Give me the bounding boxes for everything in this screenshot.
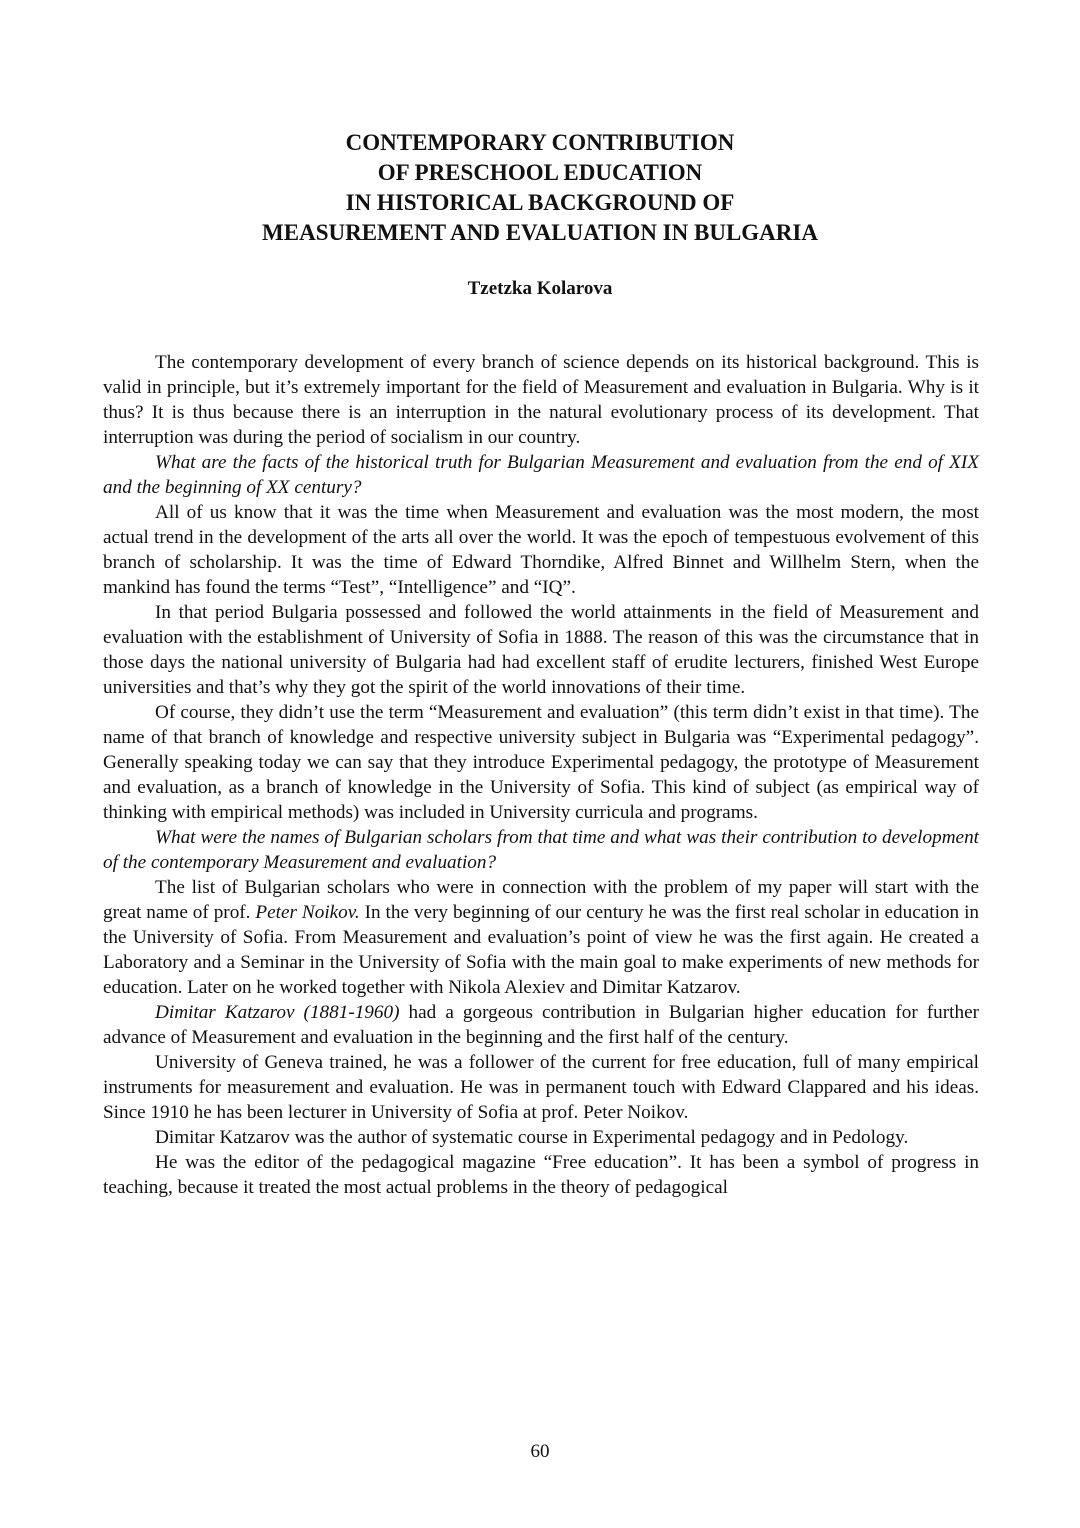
paragraph-author-course: Dimitar Katzarov was the author of systematic course in Experimental pedagogy and in Pedology. xyxy=(155,1127,909,1148)
paragraph-free-education: He was the editor of the pedagogical magazine “Free education”. It has been a symbol of progress in teaching, because it treated the most actual problems in the theory of pedagogical xyxy=(103,1152,979,1198)
title-line-1: CONTEMPORARY CONTRIBUTION xyxy=(345,130,735,155)
noikov-name: Peter Noikov. xyxy=(250,902,360,923)
author-name: Tzetzka Kolarova xyxy=(467,278,613,299)
title-line-3: IN HISTORICAL BACKGROUND OF xyxy=(345,190,735,215)
noikov-text-b: In the very beginning of our century he was the first real scholar in education in the University of Sofia. From Measurement and evaluation’s point of view he was the first again. He created a Laboratory and a Seminar in the University of Sofia with the main goal to make experiments of new methods for education. Later on he worked together with Nikola Alexiev and Dimitar Katzarov. xyxy=(103,902,979,998)
paper-title xyxy=(0,128,1080,248)
title-line-2: OF PRESCHOOL EDUCATION xyxy=(377,160,703,185)
question-facts: What are the facts of the historical truth for Bulgarian Measurement and evaluation from the end of XIX and the beginning of XX century? xyxy=(103,452,979,498)
paragraph-noikov xyxy=(103,875,979,1000)
question-scholars: What were the names of Bulgarian scholars from that time and what was their contribution to development of the contemporary Measurement and evaluation? xyxy=(103,827,979,873)
paragraph-intro: The contemporary development of every branch of science depends on its historical background. This is valid in principle, but it’s extremely important for the field of Measurement and evaluation in Bulgaria. Why is it thus? It is thus because there is an interruption in the natural evolutionary process of its development. That interruption was during the period of socialism in our country. xyxy=(103,352,979,448)
noikov-text-a: The list of Bulgarian scholars who were in connection with the problem of my paper will start with the great name of prof. xyxy=(103,877,979,923)
paragraph-geneva: University of Geneva trained, he was a follower of the current for free education, full of many empirical instruments for measurement and evaluation. He was in permanent touch with Edward Clappared and his ideas. Since 1910 he has been lecturer in University of Sofia at prof. Peter Noikov. xyxy=(103,1052,979,1123)
page-number: 60 xyxy=(530,1441,550,1462)
paragraph-epoch: All of us know that it was the time when Measurement and evaluation was the most modern, the most actual trend in the development of the arts all over the world. It was the epoch of tempestuous evolvement of this branch of scholarship. It was the time of Edward Thorndike, Alfred Binnet and Willhelm Stern, when the mankind has found the terms “Test”, “Intelligence” and “IQ”. xyxy=(103,502,979,598)
katzarov-name: Dimitar Katzarov (1881-1960) xyxy=(155,1002,400,1023)
katzarov-text: had a gorgeous contribution in Bulgarian higher education for further advance of Measurement and evaluation in the beginning and the first half of the century. xyxy=(103,1002,979,1048)
paragraph-katzarov xyxy=(103,1000,979,1050)
title-line-4: MEASUREMENT AND EVALUATION IN BULGARIA xyxy=(262,220,818,245)
body-text xyxy=(103,350,979,1200)
paragraph-experimental-pedagogy: Of course, they didn’t use the term “Measurement and evaluation” (this term didn’t exist in that time). The name of that branch of knowledge and respective university subject in Bulgaria was “Experimental pedagogy”. Generally speaking today we can say that they introduce Experimental pedagogy, the prototype of Measurement and evaluation, as a branch of knowledge in the University of Sofia. This kind of subject (as empirical way of thinking with empirical methods) was included in University curricula and programs. xyxy=(103,702,979,823)
paragraph-university-sofia: In that period Bulgaria possessed and followed the world attainments in the field of Measurement and evaluation with the establishment of University of Sofia in 1888. The reason of this was the circumstance that in those days the national university of Bulgaria had had excellent staff of erudite lecturers, finished West Europe universities and that’s why they got the spirit of the world innovations of their time. xyxy=(103,602,979,698)
